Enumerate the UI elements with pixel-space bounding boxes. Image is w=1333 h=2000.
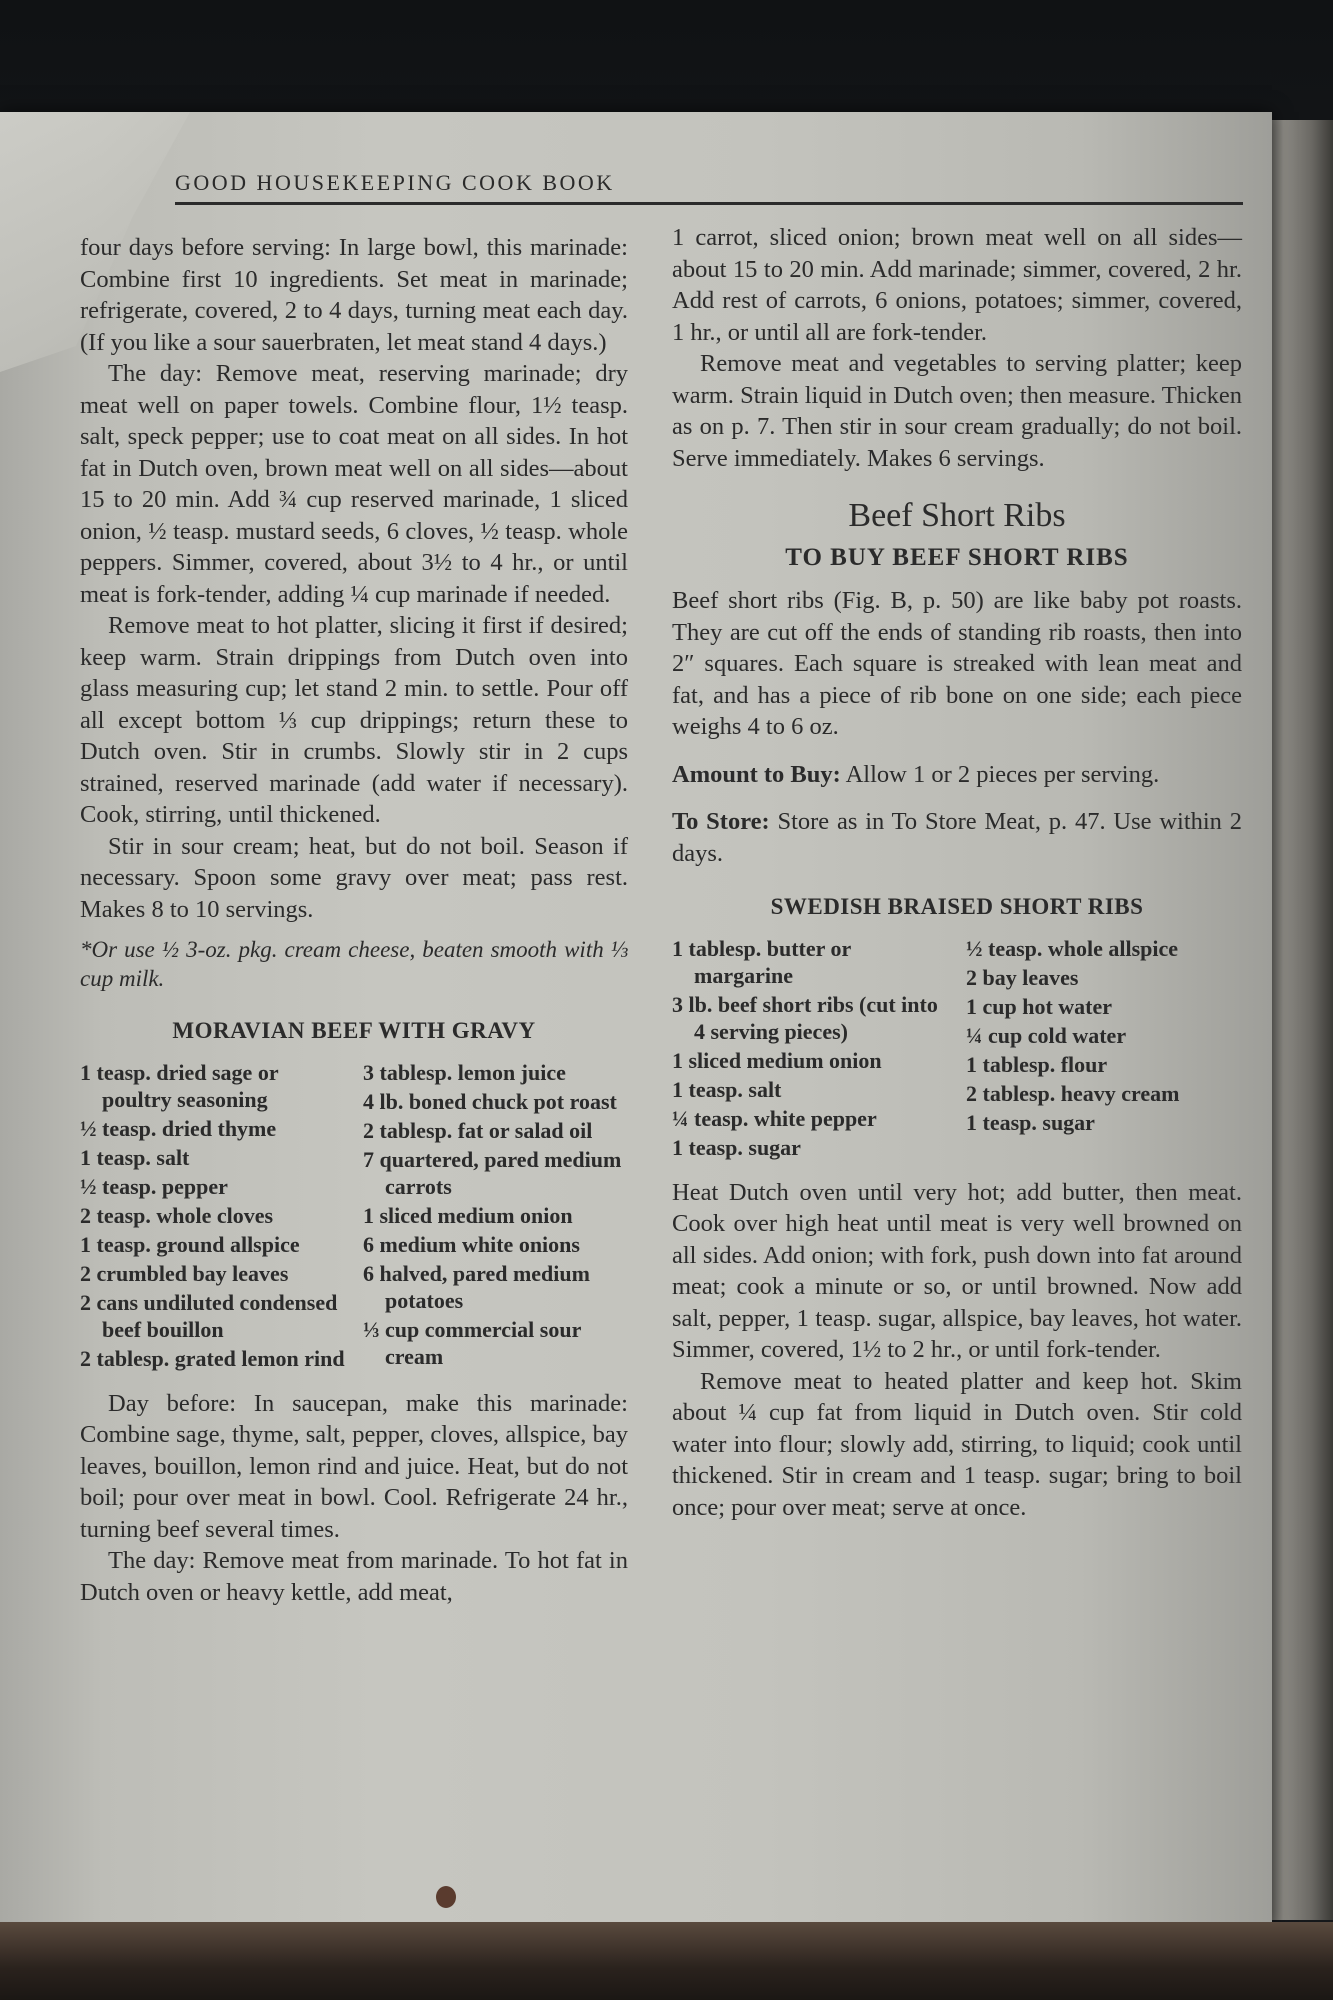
left-column: [80, 232, 628, 1608]
ingredient: 1 teasp. dried sage or poultry seasoning: [80, 1059, 279, 1112]
ingredient: 1 sliced medium onion: [363, 1202, 573, 1228]
ingredient: ½ teasp. dried thyme: [80, 1115, 277, 1141]
recipe-title: MORAVIAN BEEF WITH GRAVY: [172, 1018, 536, 1043]
ingredient: ¼ teasp. white pepper: [672, 1105, 877, 1131]
ingredient-column-a: [672, 935, 948, 1163]
ingredient: ¼ cup cold water: [966, 1022, 1127, 1048]
amount-label: Amount to Buy:: [672, 760, 841, 788]
paragraph: Beef short ribs (Fig. B, p. 50) are like baby pot roasts. They are cut off the ends of standing rib roasts, then into 2″ squares. Each square is streaked with lean meat and fat, and has a piece of rib bone on one side; each piece weighs 4 to 6 oz.: [672, 587, 1242, 740]
paragraph: Stir in sour cream; heat, but do not boil. Season if necessary. Spoon some gravy over meat; pass rest. Makes 8 to 10 servings.: [80, 832, 628, 923]
ingredient: 1 tablesp. flour: [966, 1051, 1108, 1077]
ingredient-column-a: [80, 1059, 345, 1374]
amount-to-buy: [672, 759, 1242, 791]
ingredient: 2 tablesp. heavy cream: [966, 1080, 1180, 1106]
ingredient-list: [80, 1059, 628, 1374]
ingredient: 1 cup hot water: [966, 993, 1113, 1019]
paragraph: Remove meat to hot platter, slicing it first if desired; keep warm. Strain drippings from Dutch oven into glass measuring cup; let stand 2 min. to settle. Pour off all except bottom ⅓ cup drippings; return these to Dutch oven. Stir in crumbs. Slowly stir in 2 cups strained, reserved marinade (add water if necessary). Cook, stirring, until thickened.: [80, 612, 628, 828]
running-header: [175, 168, 1243, 205]
ingredient: 3 tablesp. lemon juice: [363, 1059, 566, 1085]
ingredient: 2 crumbled bay leaves: [80, 1260, 289, 1286]
ingredient: 7 quartered, pared medium carrots: [363, 1146, 622, 1199]
ingredient-list: [672, 935, 1242, 1163]
to-store: [672, 806, 1242, 869]
paragraph: Remove meat to heated platter and keep hot. Skim about ¼ cup fat from liquid in Dutch oven. Stir cold water into flour; slowly add, stirring, to liquid; cook until thickened. Stir in cream and 1 teasp. sugar; bring to boil once; pour over meat; serve at once.: [672, 1367, 1242, 1521]
ingredient: 1 teasp. sugar: [672, 1134, 801, 1160]
ingredient-column-b: [363, 1059, 628, 1374]
ingredient: 6 halved, pared medium potatoes: [363, 1260, 590, 1313]
paragraph: Day before: In saucepan, make this marinade: Combine sage, thyme, salt, pepper, cloves, allspice, bay leaves, bouillon, lemon rind and juice. Heat, but do not boil; pour over meat in bowl. Cool. Refrigerate 24 hr., turning beef several times.: [80, 1389, 628, 1543]
book-cover-edge: [0, 1922, 1333, 2000]
header-title: GOOD HOUSEKEEPING COOK BOOK: [175, 170, 615, 195]
ingredient: 1 teasp. salt: [672, 1076, 782, 1102]
subsection-title: TO BUY BEEF SHORT RIBS: [785, 543, 1129, 571]
paragraph: Heat Dutch oven until very hot; add butter, then meat. Cook over high heat until meat is very well browned on all sides. Add onion; with fork, push down into fat around meat; cook a minute or so, or until browned. Now add salt, pepper, 1 teasp. sugar, allspice, bay leaves, hot water. Simmer, covered, 1½ to 2 hr., or until fork-tender.: [672, 1178, 1242, 1363]
ingredient: ½ teasp. pepper: [80, 1173, 228, 1199]
ingredient-column-b: [966, 935, 1242, 1163]
paragraph: four days before serving: In large bowl, this marinade: Combine first 10 ingredients. Set meat in marinade; refrigerate, covered, 2 to 4 days, turning meat each day. (If you like a sour sauerbraten, let meat stand 4 days.): [80, 234, 628, 356]
ingredient: 2 tablesp. fat or salad oil: [363, 1117, 593, 1143]
ingredient: ½ teasp. whole allspice: [966, 935, 1179, 961]
ingredient: 1 teasp. salt: [80, 1144, 190, 1170]
ingredient: 1 tablesp. butter or margarine: [672, 935, 851, 988]
paragraph: The day: Remove meat from marinade. To hot fat in Dutch oven or heavy kettle, add meat,: [80, 1547, 628, 1606]
amount-text: Allow 1 or 2 pieces per serving.: [840, 760, 1160, 788]
stain-spot: [436, 1886, 456, 1908]
paragraph: Remove meat and vegetables to serving platter; keep warm. Strain liquid in Dutch oven; then measure. Thicken as on p. 7. Then stir in sour cream gradually; do not boil. Serve immediately. Makes 6 servings.: [672, 350, 1242, 472]
ingredient: 3 lb. beef short ribs (cut into 4 serving pieces): [672, 991, 938, 1044]
ingredient: 4 lb. boned chuck pot roast: [363, 1088, 617, 1114]
ingredient: 2 bay leaves: [966, 964, 1079, 990]
ingredient: 6 medium white onions: [363, 1231, 580, 1257]
page-edge-shadow: [1262, 120, 1333, 1920]
ingredient: 1 teasp. sugar: [966, 1109, 1095, 1135]
ingredient: 2 tablesp. grated lemon rind: [80, 1345, 345, 1371]
right-column: [672, 222, 1242, 1523]
paragraph: The day: Remove meat, reserving marinade; dry meat well on paper towels. Combine flour, 1½ teasp. salt, speck pepper; use to coat meat on all sides. In hot fat in Dutch oven, brown meat well on all sides—about 15 to 20 min. Add ¾ cup reserved marinade, 1 sliced onion, ½ teasp. mustard seeds, 6 cloves, ½ teasp. whole peppers. Simmer, covered, about 3½ to 4 hr., or until meat is fork-tender, adding ¼ cup marinade if needed.: [80, 360, 628, 608]
paragraph: 1 carrot, sliced onion; brown meat well on all sides—about 15 to 20 min. Add marinade; simmer, covered, 2 hr. Add rest of carrots, 6 onions, potatoes; simmer, covered, 1 hr., or until all are fork-tender.: [672, 224, 1242, 346]
section-title: Beef Short Ribs: [848, 497, 1066, 534]
ingredient: 1 teasp. ground allspice: [80, 1231, 300, 1257]
ingredient: 1 sliced medium onion: [672, 1047, 882, 1073]
store-text: Store as in To Store Meat, p. 47. Use within 2 days.: [672, 808, 1242, 867]
ingredient: ⅓ cup commercial sour cream: [363, 1316, 581, 1369]
recipe-title: SWEDISH BRAISED SHORT RIBS: [770, 894, 1144, 919]
footnote: *Or use ½ 3-oz. pkg. cream cheese, beaten smooth with ⅓ cup milk.: [80, 937, 628, 991]
store-label: To Store:: [672, 808, 770, 835]
ingredient: 2 cans undiluted condensed beef bouillon: [80, 1289, 338, 1342]
ingredient: 2 teasp. whole cloves: [80, 1202, 274, 1228]
